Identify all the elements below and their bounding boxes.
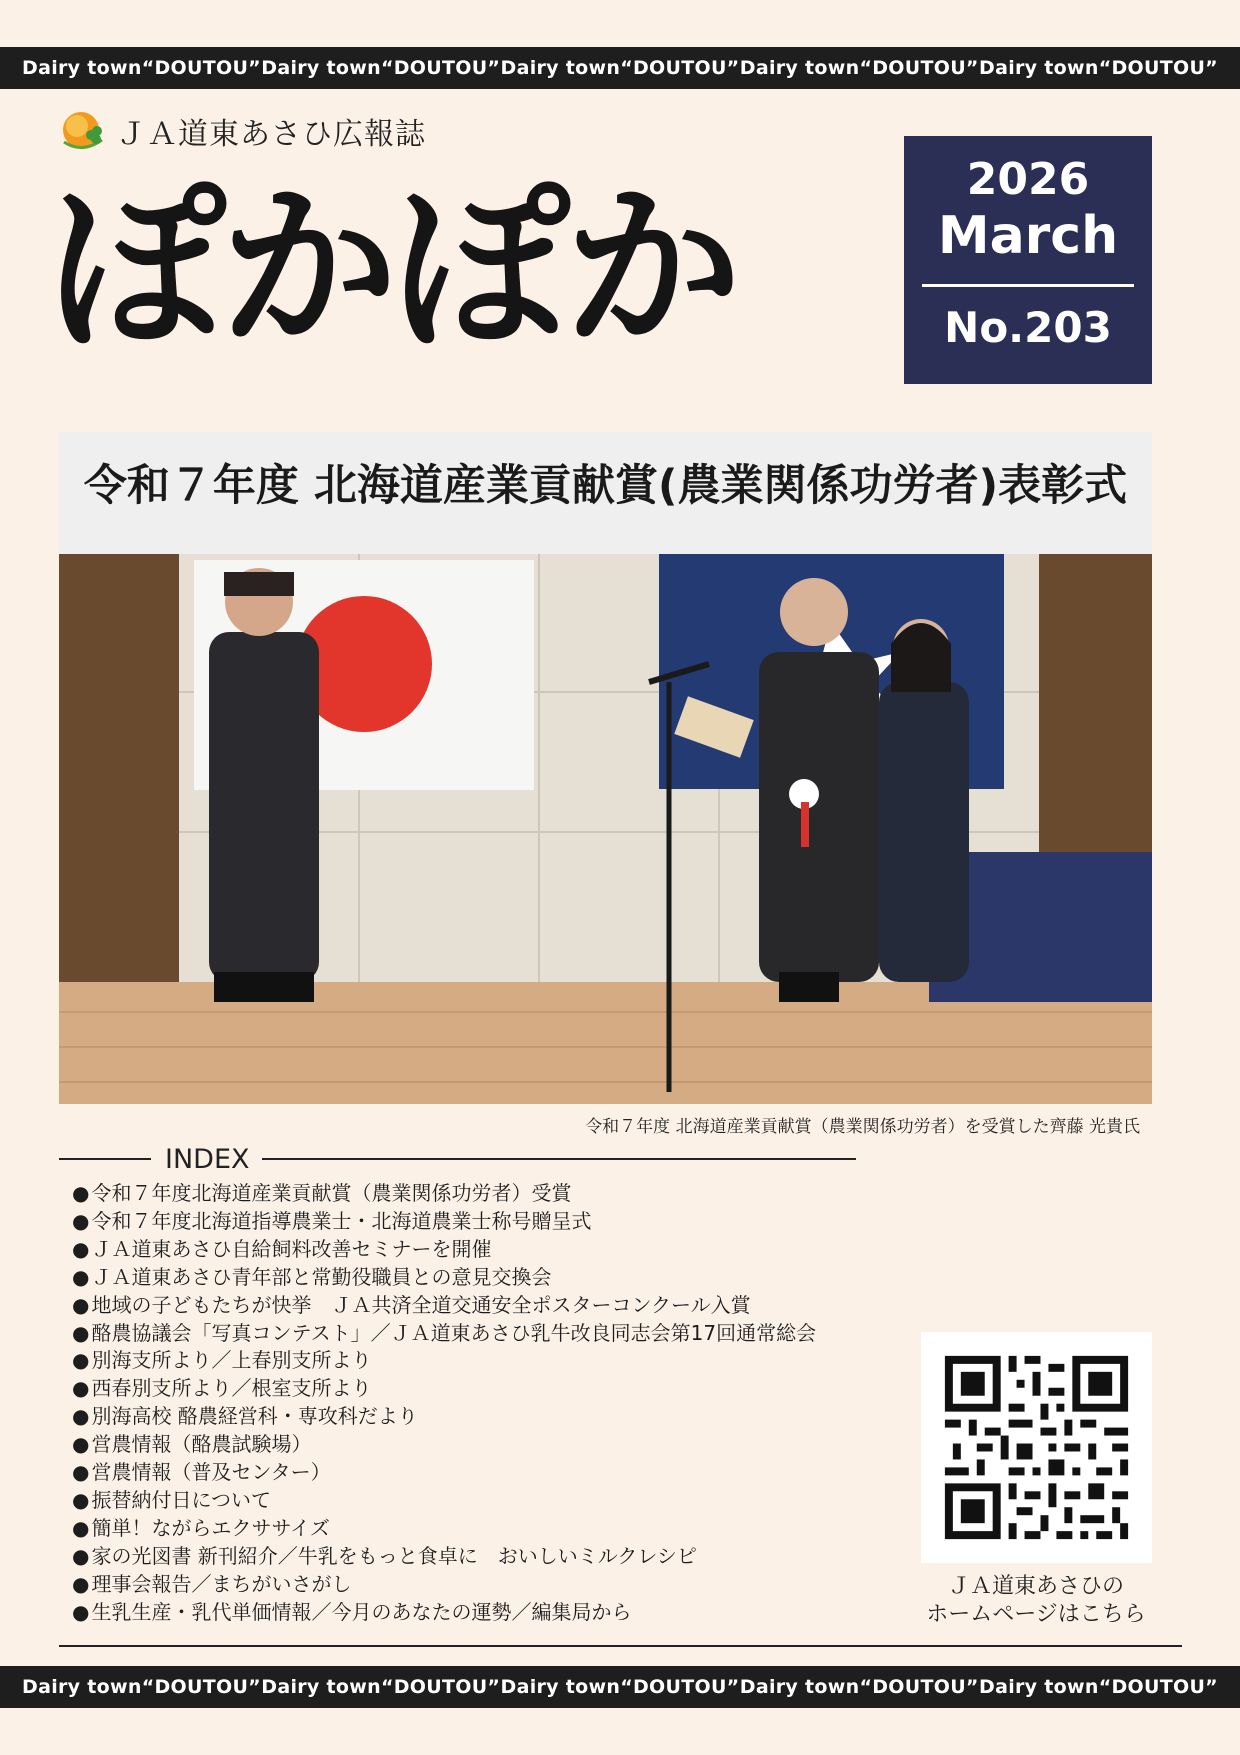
band-text: Dairy town“DOUTOU” <box>500 57 740 79</box>
list-item: ● 理事会報告／まちがいさがし <box>72 1571 816 1599</box>
ceremony-illustration <box>59 432 1152 1104</box>
list-item: ● 別海支所より／上春別支所より <box>72 1347 816 1375</box>
band-text: Dairy town“DOUTOU” <box>739 1676 979 1698</box>
index-rule-right <box>262 1158 856 1160</box>
list-item: ● 令和７年度北海道指導農業士・北海道農業士称号贈呈式 <box>72 1208 816 1236</box>
publisher-header <box>60 108 426 154</box>
ja-logo-icon <box>60 108 106 154</box>
band-text: Dairy town“DOUTOU” <box>979 1676 1218 1698</box>
qr-code-icon <box>921 1332 1152 1563</box>
band-text: Dairy town“DOUTOU” <box>261 57 501 79</box>
issue-month: March <box>937 206 1119 266</box>
index-rule-left <box>59 1158 151 1160</box>
issue-number: No.203 <box>944 303 1112 352</box>
homepage-qr-code[interactable] <box>921 1332 1152 1563</box>
list-item: ● 生乳生産・乳代単価情報／今月のあなたの運勢／編集局から <box>72 1599 816 1627</box>
qr-caption <box>900 1573 1172 1629</box>
list-item: ● 別海高校 酪農経営科・専攻科だより <box>72 1403 816 1431</box>
list-item: ● 西春別支所より／根室支所より <box>72 1375 816 1403</box>
list-item: ● 酪農協議会「写真コンテスト」／ＪＡ道東あさひ乳牛改良同志会第17回通常総会 <box>72 1320 816 1348</box>
issue-year: 2026 <box>966 154 1090 205</box>
band-text: Dairy town“DOUTOU” <box>22 1676 261 1698</box>
list-item: ● 家の光図書 新刊紹介／牛乳をもっと食卓に おいしいミルクレシピ <box>72 1543 816 1571</box>
bottom-tagline-band <box>0 1666 1240 1708</box>
list-item: ● 営農情報（酪農試験場） <box>72 1431 816 1459</box>
publication-name: ＪＡ道東あさひ広報誌 <box>116 117 426 152</box>
band-text: Dairy town“DOUTOU” <box>22 57 261 79</box>
index-list <box>72 1180 816 1627</box>
list-item: ● 振替納付日について <box>72 1487 816 1515</box>
issue-divider <box>922 284 1134 287</box>
list-item: ● ＪＡ道東あさひ青年部と常勤役職員との意見交換会 <box>72 1264 816 1292</box>
band-text: Dairy town“DOUTOU” <box>500 1676 740 1698</box>
list-item: ● 営農情報（普及センター） <box>72 1459 816 1487</box>
footer-divider <box>59 1645 1182 1647</box>
list-item: ● 地域の子どもたちが快挙 ＪＡ共済全道交通安全ポスターコンクール入賞 <box>72 1292 816 1320</box>
list-item: ● 簡単！ながらエクササイズ <box>72 1515 816 1543</box>
index-heading <box>59 1144 856 1174</box>
issue-box <box>904 136 1152 384</box>
band-text: Dairy town“DOUTOU” <box>261 1676 501 1698</box>
top-tagline-band <box>0 47 1240 89</box>
index-label: INDEX <box>165 1143 250 1175</box>
list-item: ● 令和７年度北海道産業貢献賞（農業関係功労者）受賞 <box>72 1180 816 1208</box>
magazine-title: ぽかぽか <box>48 165 736 372</box>
qr-caption-line: ＪＡ道東あさひの <box>947 1574 1124 1599</box>
cover-photo <box>59 432 1152 1104</box>
list-item: ● ＪＡ道東あさひ自給飼料改善セミナーを開催 <box>72 1236 816 1264</box>
qr-caption-line: ホームページはこちら <box>926 1602 1146 1627</box>
band-text: Dairy town“DOUTOU” <box>739 57 979 79</box>
photo-caption: 令和７年度 北海道産業貢献賞（農業関係功労者）を受賞した齊藤 光貴氏 <box>585 1117 1140 1137</box>
ceremony-banner: 令和７年度 北海道産業貢献賞(農業関係功労者)表彰式 <box>83 461 1128 511</box>
band-text: Dairy town“DOUTOU” <box>979 57 1218 79</box>
